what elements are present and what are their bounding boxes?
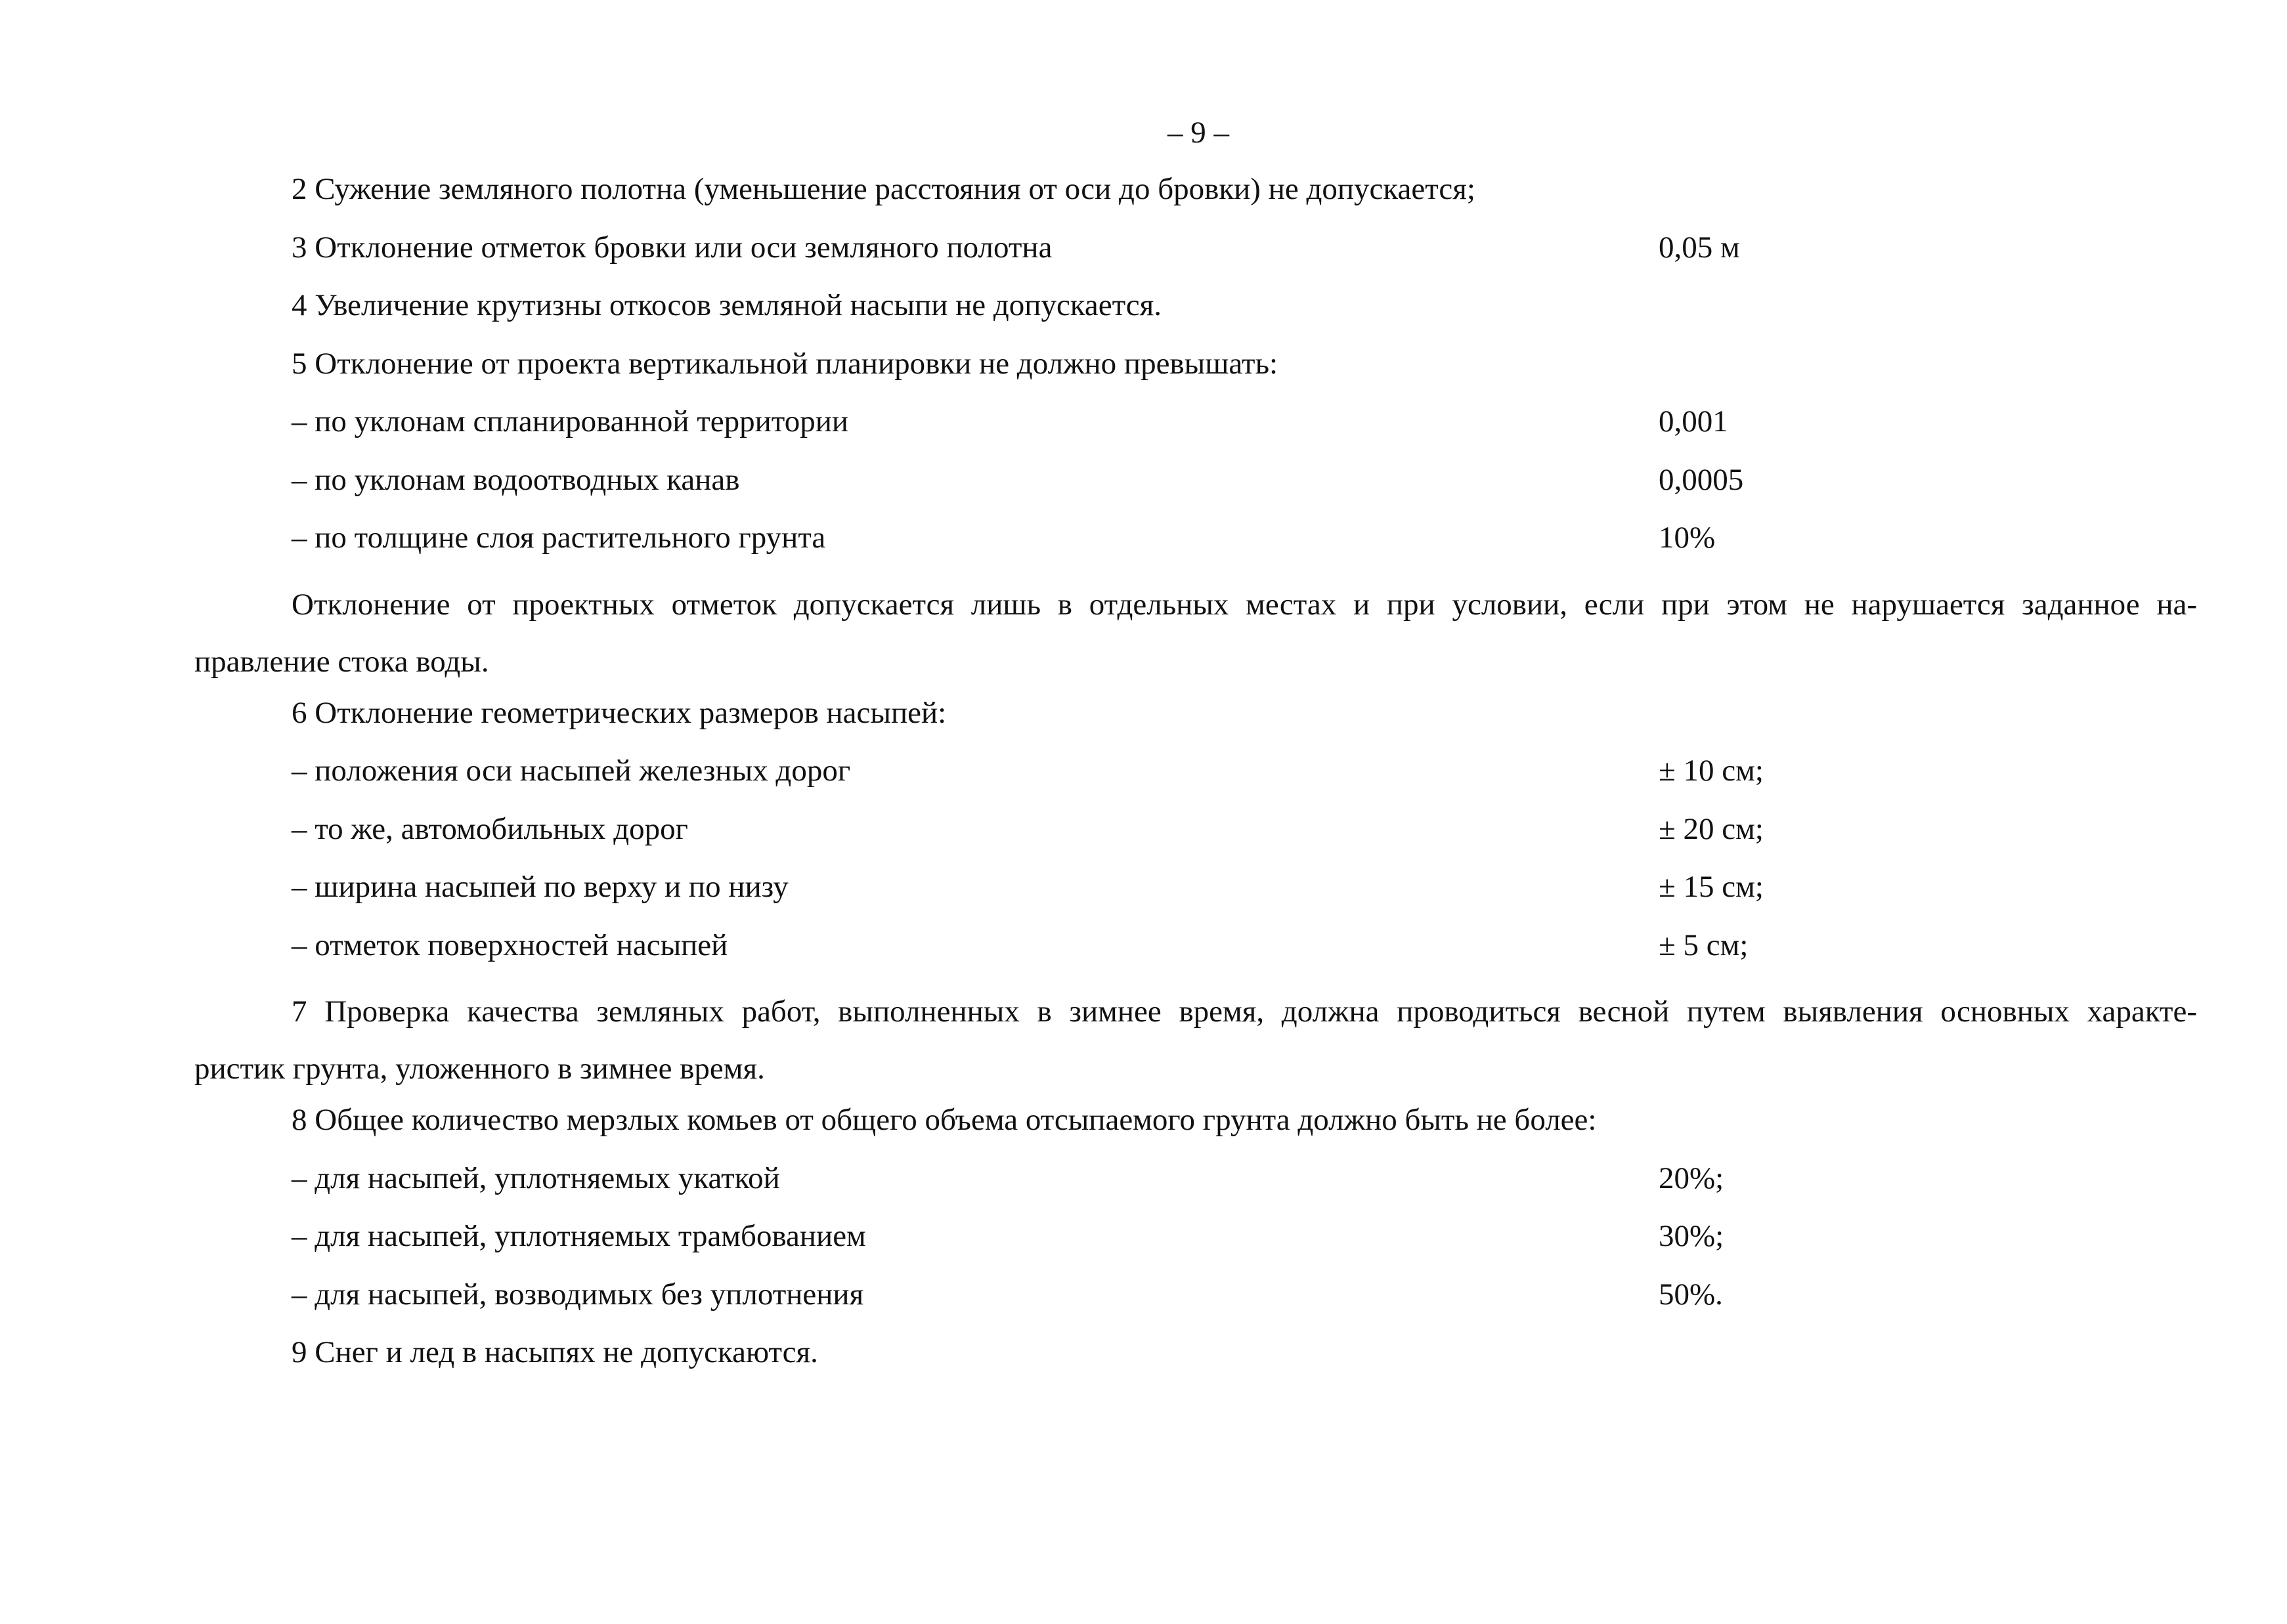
clause-text: 9 Снег и лед в насыпях не допускаются. xyxy=(292,1335,818,1369)
row-label: – отметок поверхностей насыпей xyxy=(292,928,728,962)
tolerance-row xyxy=(194,926,2197,965)
row-value: 20%; xyxy=(1659,1161,1724,1195)
row-value: ± 15 см; xyxy=(1659,870,1764,904)
clause-3-row xyxy=(194,228,2197,267)
clause-text: 8 Общее количество мерзлых комьев от общего объема отсыпаемого грунта должно быть не более: xyxy=(292,1103,1597,1137)
clause-text: 4 Увеличение крутизны откосов земляной насыпи не допускается. xyxy=(292,288,1162,322)
row-value: 30%; xyxy=(1659,1219,1724,1253)
clause-text: 2 Сужение земляного полотна (уменьшение расстояния от оси до бровки) не допускается; xyxy=(292,172,1475,206)
row-label: – для насыпей, уплотняемых трамбованием xyxy=(292,1219,866,1253)
row-label: – положения оси насыпей железных дорог xyxy=(292,754,851,788)
tolerance-row xyxy=(194,402,2197,441)
page-number: – 9 – xyxy=(1167,116,1229,150)
paragraph-line-1: 7 Проверка качества земляных работ, выполненных в зимнее время, должна проводиться весной путем выявления основных характе- xyxy=(292,994,2197,1029)
row-value: ± 5 см; xyxy=(1659,928,1749,962)
paragraph-deviation xyxy=(194,576,2197,691)
tolerance-row xyxy=(194,751,2197,790)
document-body xyxy=(194,169,2197,1391)
row-value: 50%. xyxy=(1659,1277,1723,1312)
clause-2 xyxy=(194,169,2197,209)
tolerance-row xyxy=(194,809,2197,849)
clause-text: 6 Отклонение геометрических размеров насыпей: xyxy=(292,695,947,730)
row-value: ± 20 см; xyxy=(1659,811,1764,846)
clause-4 xyxy=(194,286,2197,325)
row-value: 10% xyxy=(1659,521,1716,555)
row-label: – по толщине слоя растительного грунта xyxy=(292,521,826,555)
paragraph-line-2: ристик грунта, уложенного в зимнее время. xyxy=(194,1052,765,1086)
paragraph-line-2: правление стока воды. xyxy=(194,644,489,679)
row-label: – для насыпей, уплотняемых укаткой xyxy=(292,1161,780,1195)
tolerance-row xyxy=(194,518,2197,557)
row-label: – по уклонам спланированной территории xyxy=(292,404,848,438)
paragraph-clause-7 xyxy=(194,983,2197,1098)
clause-text: 5 Отклонение от проекта вертикальной планировки не должно превышать: xyxy=(292,346,1278,381)
row-label: 3 Отклонение отметок бровки или оси земляного полотна xyxy=(292,230,1053,265)
row-label: – по уклонам водоотводных канав xyxy=(292,462,740,497)
tolerance-row xyxy=(194,1275,2197,1314)
row-value: 0,001 xyxy=(1659,404,1728,438)
row-label: – то же, автомобильных дорог xyxy=(292,811,688,846)
tolerance-row xyxy=(194,460,2197,500)
tolerance-row xyxy=(194,867,2197,907)
tolerance-row xyxy=(194,1216,2197,1256)
tolerance-row xyxy=(194,1159,2197,1198)
row-value: ± 10 см; xyxy=(1659,754,1764,788)
row-label: – для насыпей, возводимых без уплотнения xyxy=(292,1277,864,1312)
row-label: – ширина насыпей по верху и по низу xyxy=(292,870,789,904)
clause-8 xyxy=(194,1100,2197,1140)
clause-9 xyxy=(194,1333,2197,1372)
row-value: 0,05 м xyxy=(1659,230,1740,265)
clause-6 xyxy=(194,693,2197,733)
clause-5 xyxy=(194,344,2197,383)
paragraph-line-1: Отклонение от проектных отметок допускается лишь в отдельных местах и при условии, если при этом не нарушается заданное на- xyxy=(292,587,2197,622)
row-value: 0,0005 xyxy=(1659,462,1744,497)
